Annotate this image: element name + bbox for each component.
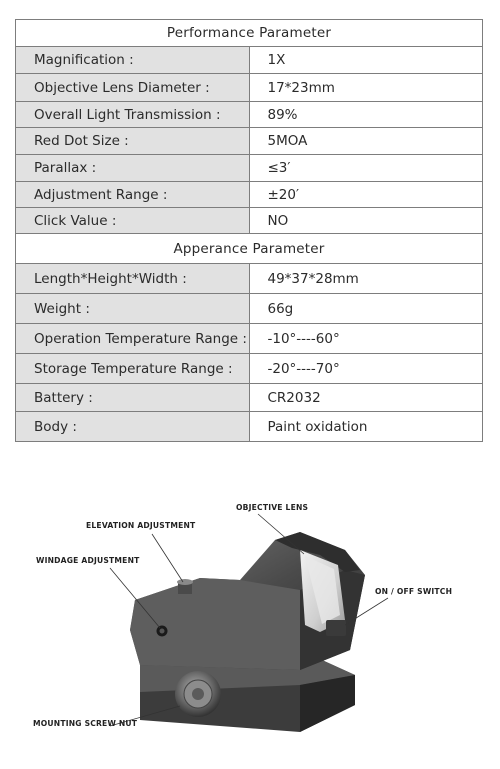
sight-illustration [130, 532, 365, 732]
row-value: ±20′ [249, 182, 483, 208]
row-label: Parallax : [16, 155, 250, 182]
row-value: -10°----60° [249, 324, 483, 354]
row-value: -20°----70° [249, 354, 483, 384]
table-row [16, 324, 483, 354]
callout-mounting-screw-nut: MOUNTING SCREW NUT [33, 719, 138, 728]
row-value: 5MOA [249, 128, 483, 155]
row-value: NO [249, 208, 483, 234]
row-label: Overall Light Transmission : [16, 102, 250, 128]
row-label: Length*Height*Width : [16, 264, 250, 294]
table-row [16, 74, 483, 102]
row-value: Paint oxidation [249, 412, 483, 442]
callout-elevation: ELEVATION ADJUSTMENT [86, 521, 196, 530]
row-label: Adjustment Range : [16, 182, 250, 208]
table-row [16, 182, 483, 208]
table-row [16, 102, 483, 128]
row-label: Magnification : [16, 47, 250, 74]
table-row [16, 294, 483, 324]
callout-objective-lens: OBJECTIVE LENS [236, 503, 309, 512]
row-label: Click Value : [16, 208, 250, 234]
table-row [16, 384, 483, 412]
table-row [16, 155, 483, 182]
row-label: Weight : [16, 294, 250, 324]
row-value: ≤3′ [249, 155, 483, 182]
appearance-title: Apperance Parameter [16, 234, 483, 264]
performance-title: Performance Parameter [16, 20, 483, 47]
table-row [16, 264, 483, 294]
row-value: 1X [249, 47, 483, 74]
row-label: Storage Temperature Range : [16, 354, 250, 384]
row-label: Objective Lens Diameter : [16, 74, 250, 102]
table-row [16, 208, 483, 234]
row-value: 17*23mm [249, 74, 483, 102]
row-label: Red Dot Size : [16, 128, 250, 155]
table-row [16, 128, 483, 155]
row-label: Battery : [16, 384, 250, 412]
row-label: Operation Temperature Range : [16, 324, 250, 354]
callout-on-off: ON / OFF SWITCH [375, 587, 453, 596]
row-value: 66g [249, 294, 483, 324]
row-label: Body : [16, 412, 250, 442]
table-row [16, 47, 483, 74]
red-dot-sight-diagram [0, 470, 500, 769]
table-row [16, 354, 483, 384]
callout-windage: WINDAGE ADJUSTMENT [36, 556, 140, 565]
spec-table [15, 19, 483, 442]
row-value: 49*37*28mm [249, 264, 483, 294]
row-value: CR2032 [249, 384, 483, 412]
table-row [16, 412, 483, 442]
row-value: 89% [249, 102, 483, 128]
